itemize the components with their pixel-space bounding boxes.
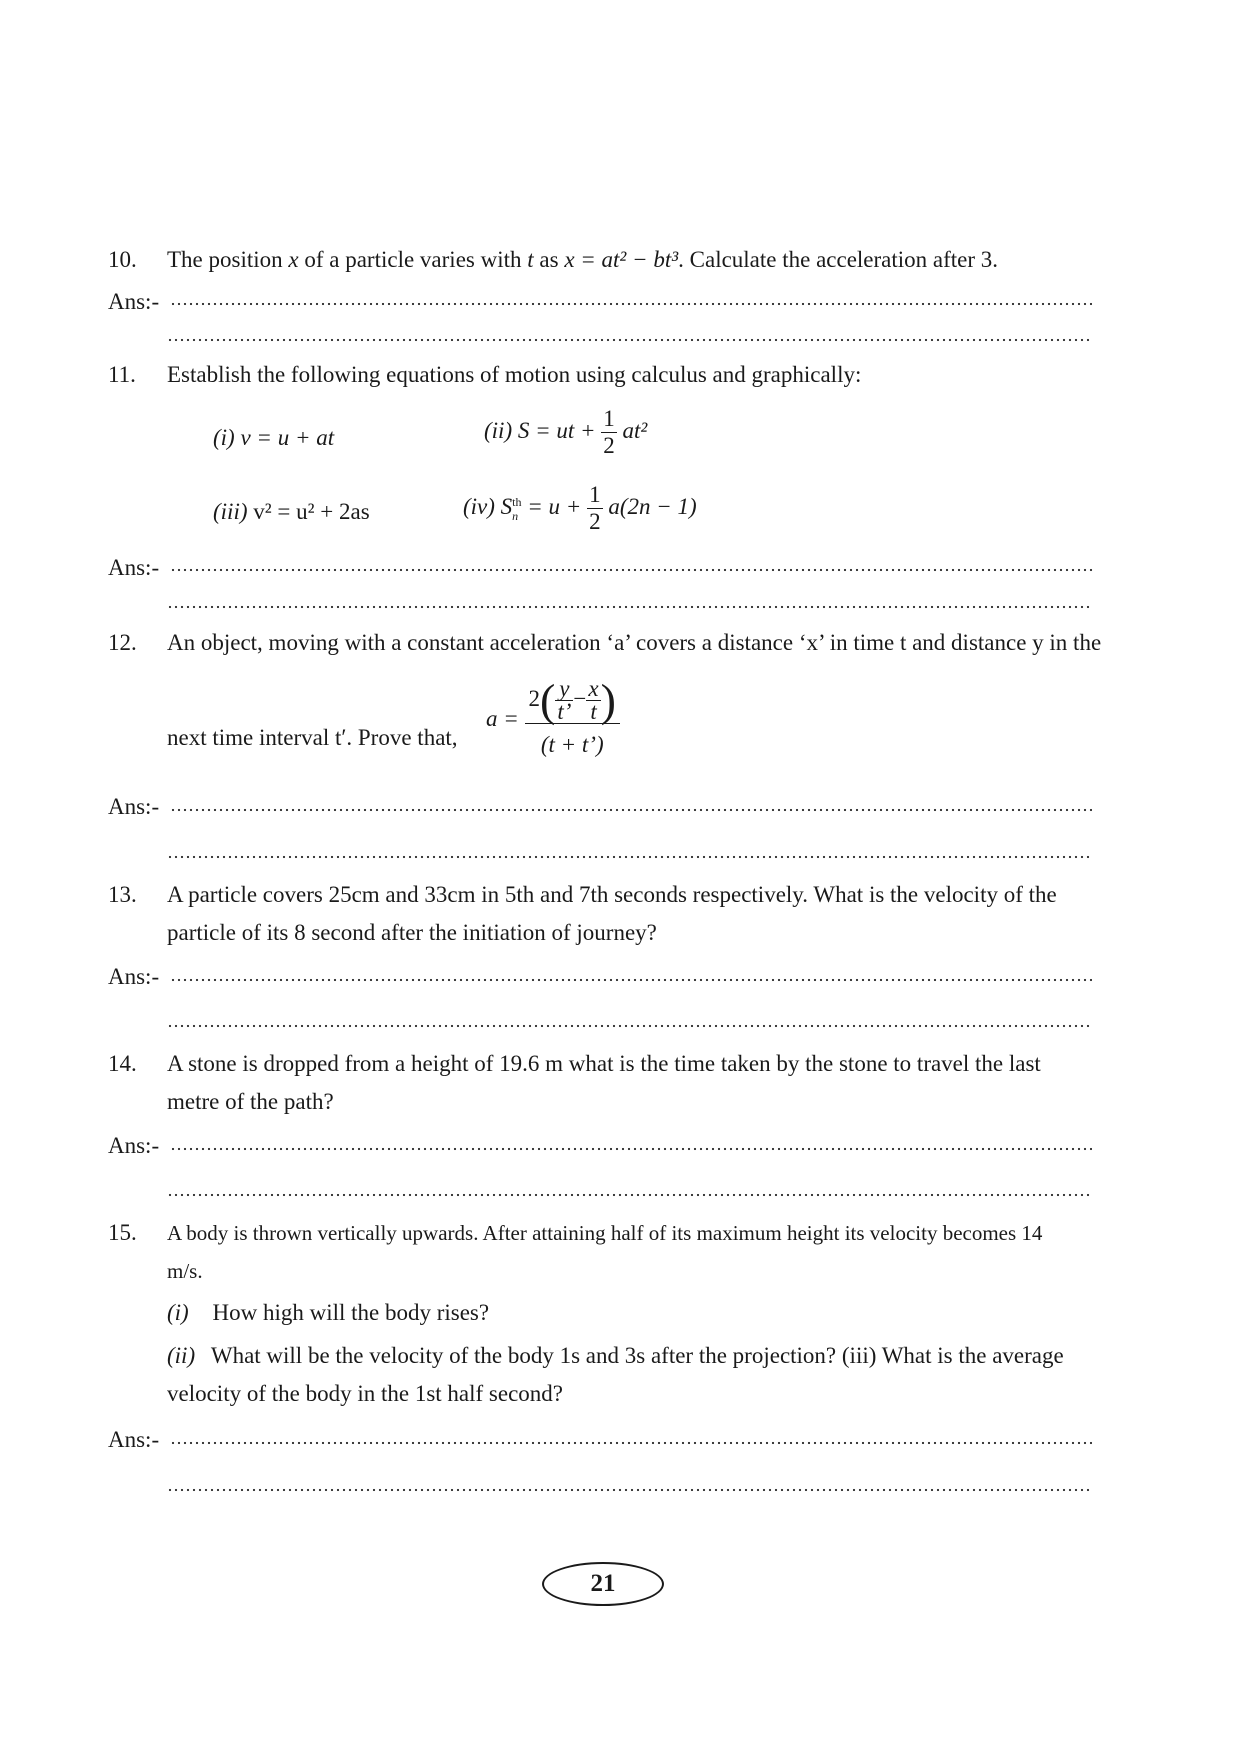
- answer-line: [167, 338, 1092, 342]
- question-13-line-2: particle of its 8 second after the initiation of journey?: [167, 920, 657, 945]
- page-number: 21: [542, 1562, 664, 1606]
- question-15-sub-ii-line-2: velocity of the body in the 1st half second?: [167, 1381, 564, 1406]
- question-15-line-1: A body is thrown vertically upwards. After attaining half of its maximum height its velocity becomes 14: [167, 1221, 1043, 1245]
- answer-label: Ans:-: [108, 289, 160, 314]
- question-12-number: 12.: [108, 630, 137, 655]
- answer-line: [170, 1441, 1092, 1445]
- question-15-line-2: m/s.: [167, 1259, 203, 1283]
- question-11-text: Establish the following equations of motion using calculus and graphically:: [167, 362, 862, 387]
- question-10-number: 10.: [108, 247, 137, 272]
- answer-line: [170, 1147, 1092, 1151]
- question-12-text: An object, moving with a constant acceleration ‘a’ covers a distance ‘x’ in time t and distance y in the: [167, 630, 1102, 655]
- answer-line: [170, 978, 1092, 982]
- question-13-line-1: A particle covers 25cm and 33cm in 5th and 7th seconds respectively. What is the velocity of the: [167, 882, 1057, 907]
- question-11-number: 11.: [108, 362, 136, 387]
- question-14-line-1: A stone is dropped from a height of 19.6 m what is the time taken by the stone to travel the last: [167, 1051, 1041, 1076]
- answer-label: Ans:-: [108, 555, 160, 580]
- answer-line: [170, 302, 1092, 306]
- question-14-line-2: metre of the path?: [167, 1089, 334, 1114]
- answer-line: [170, 568, 1095, 572]
- answer-label: Ans:-: [108, 1427, 160, 1452]
- equation-ii: (ii) S = ut + $\frac{1}{2}$ at²: [484, 406, 648, 458]
- question-14-number: 14.: [108, 1051, 137, 1076]
- answer-line: [167, 1488, 1092, 1492]
- equation-i: (i) v = u + at: [213, 425, 335, 450]
- answer-line: [170, 808, 1092, 812]
- equation-iv: (iv) S th n = u + $\frac{1}{2}$ a(2n − 1): [463, 482, 697, 534]
- question-10-equation: x = at² − bt³: [564, 247, 679, 272]
- answer-label: Ans:-: [108, 794, 160, 819]
- question-13-number: 13.: [108, 882, 137, 907]
- answer-line: [167, 855, 1092, 859]
- equation-iii: (iii) v² = u² + 2as: [213, 499, 370, 524]
- question-12-equation: a = 2( $\frac{y}{t’}$ − $\frac{x}{t}$ ) (t + t’): [486, 678, 620, 760]
- question-15-sub-ii: (ii) What will be the velocity of the body 1s and 3s after the projection? (iii) What is the average: [167, 1343, 1064, 1368]
- question-15-sub-i: (i) How high will the body rises?: [167, 1300, 490, 1325]
- answer-label: Ans:-: [108, 964, 160, 989]
- question-10-text: The position x of a particle varies with t as x = at² − bt³. Calculate the acceleration after 3.: [167, 247, 999, 272]
- question-12-text-2: next time interval t′. Prove that,: [167, 725, 458, 750]
- answer-line: [167, 1024, 1092, 1028]
- question-15-number: 15.: [108, 1220, 137, 1245]
- answer-line: [167, 605, 1092, 609]
- answer-line: [167, 1193, 1092, 1197]
- answer-label: Ans:-: [108, 1133, 160, 1158]
